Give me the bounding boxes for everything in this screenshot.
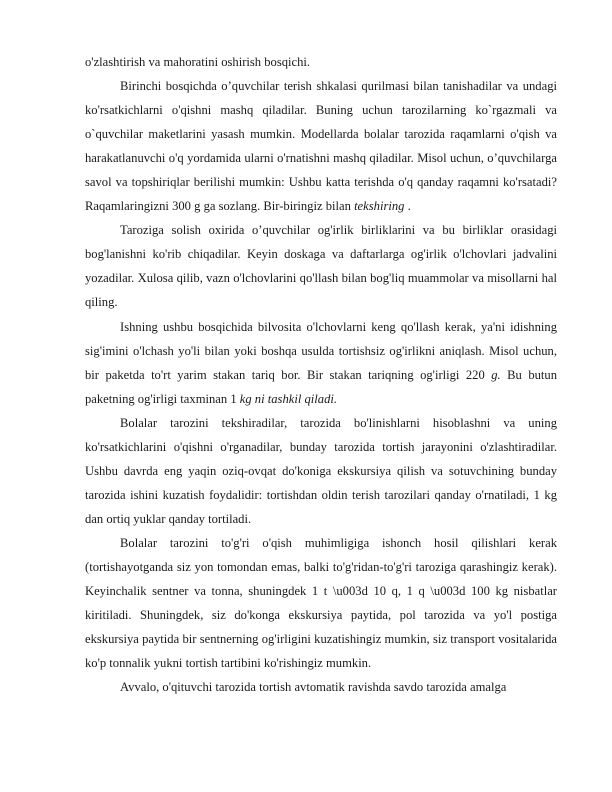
document-page <box>85 50 557 699</box>
paragraph-5 <box>85 531 557 675</box>
paragraph-6 <box>85 675 557 699</box>
paragraph-0 <box>85 50 557 74</box>
paragraph-1-after: . <box>404 199 411 214</box>
paragraph-2 <box>85 218 557 314</box>
paragraph-1 <box>85 74 557 218</box>
paragraph-5-text: Bolalar tarozini to'g'ri o'qish muhimligiga ishonch hosil qilishlari kerak (tortishayotganda siz yon tomondan emas, balki to'g'ridan-to'g'ri taroziga qarashingiz kerak). Keyinchalik sentner va tonna, shuningdek 1 t \u003d 10 q, 1 q \u003d 100 kg nisbatlar kiritiladi. Shuningdek, siz do'konga ekskursiya paytida, pol tarozida va yo'l postiga ekskursiya paytida bir sentnerning og'irligini kuzatishingiz mumkin, siz transport vositalarida ko'p tonnalik yukni tortish tartibini ko'rishingiz mumkin. <box>85 535 557 671</box>
paragraph-0-text: o'zlashtirish va mahoratini oshirish bosqichi. <box>85 55 311 69</box>
paragraph-4-text: Bolalar tarozini tekshiradilar, tarozida bo'linishlarni hisoblashni va uning ko'rsatkichlarini o'qishni o'rganadilar, bunday tarozida tortish jarayonini o'zlashtiradilar. Ushbu davrda eng yaqin oziq-ovqat do'koniga ekskursiya qilish va sotuvchining bunday tarozida ishini kuzatish foydalidir: tortishdan oldin terish tarozilari qanday o'rnatiladi, 1 kg dan ortiq yuklar qanday tortiladi. <box>85 415 557 526</box>
paragraph-3-italic-2: kg ni tashkil qiladi. <box>239 391 338 406</box>
paragraph-1-italic: tekshiring <box>354 199 405 214</box>
paragraph-3 <box>85 315 557 411</box>
paragraph-6-text: Avvalo, o'qituvchi tarozida tortish avtomatik ravishda savdo tarozida amalga <box>120 680 507 695</box>
paragraph-3-text: Ishning ushbu bosqichida bilvosita o'lchovlarni keng qo'llash kerak, ya'ni idishning sig'imini o'lchash yo'li bilan yoki boshqa usulda tortishsiz og'irlikni aniqlash. Misol uchun, bir paketda to'rt yarim stakan tariq bor. Bir stakan tariqning og'irligi 220 <box>85 319 557 382</box>
paragraph-2-text: Taroziga solish oxirida o’quvchilar og'irlik birliklarini va bu birliklar orasidagi bog'lanishni ko'rib chiqadilar. Keyin doskaga va daftarlarga og'irlik o'lchovlari jadvalini yozadilar. Xulosa qilib, vazn o'lchovlarini qo'llash bilan bog'liq muammolar va misollarni hal qiling. <box>85 223 557 310</box>
paragraph-3-after: Bu butun paketning og'irligi taxminan 1 <box>85 367 558 406</box>
paragraph-1-text: Birinchi bosqichda o’quvchilar terish shkalasi qurilmasi bilan tanishadilar va undagi ko'rsatkichlarni o'qishni mashq qiladilar. Buning uchun tarozilarning ko`rgazmali va o`quvchilar maketlarini yasash mumkin. Modellarda bolalar tarozida raqamlarni o'qish va harakatlanuvchi o'q yordamida ularni o'rnatishni mashq qiladilar. Misol uchun, o’quvchilarga savol va topshiriqlar berilishi mumkin: Ushbu katta terishda o'q qanday raqamni ko'rsatadi? Raqamlaringizni 300 g ga sozlang. Bir-biringiz bilan <box>85 79 557 214</box>
paragraph-4 <box>85 411 557 531</box>
paragraph-3-italic: g. <box>491 367 501 382</box>
